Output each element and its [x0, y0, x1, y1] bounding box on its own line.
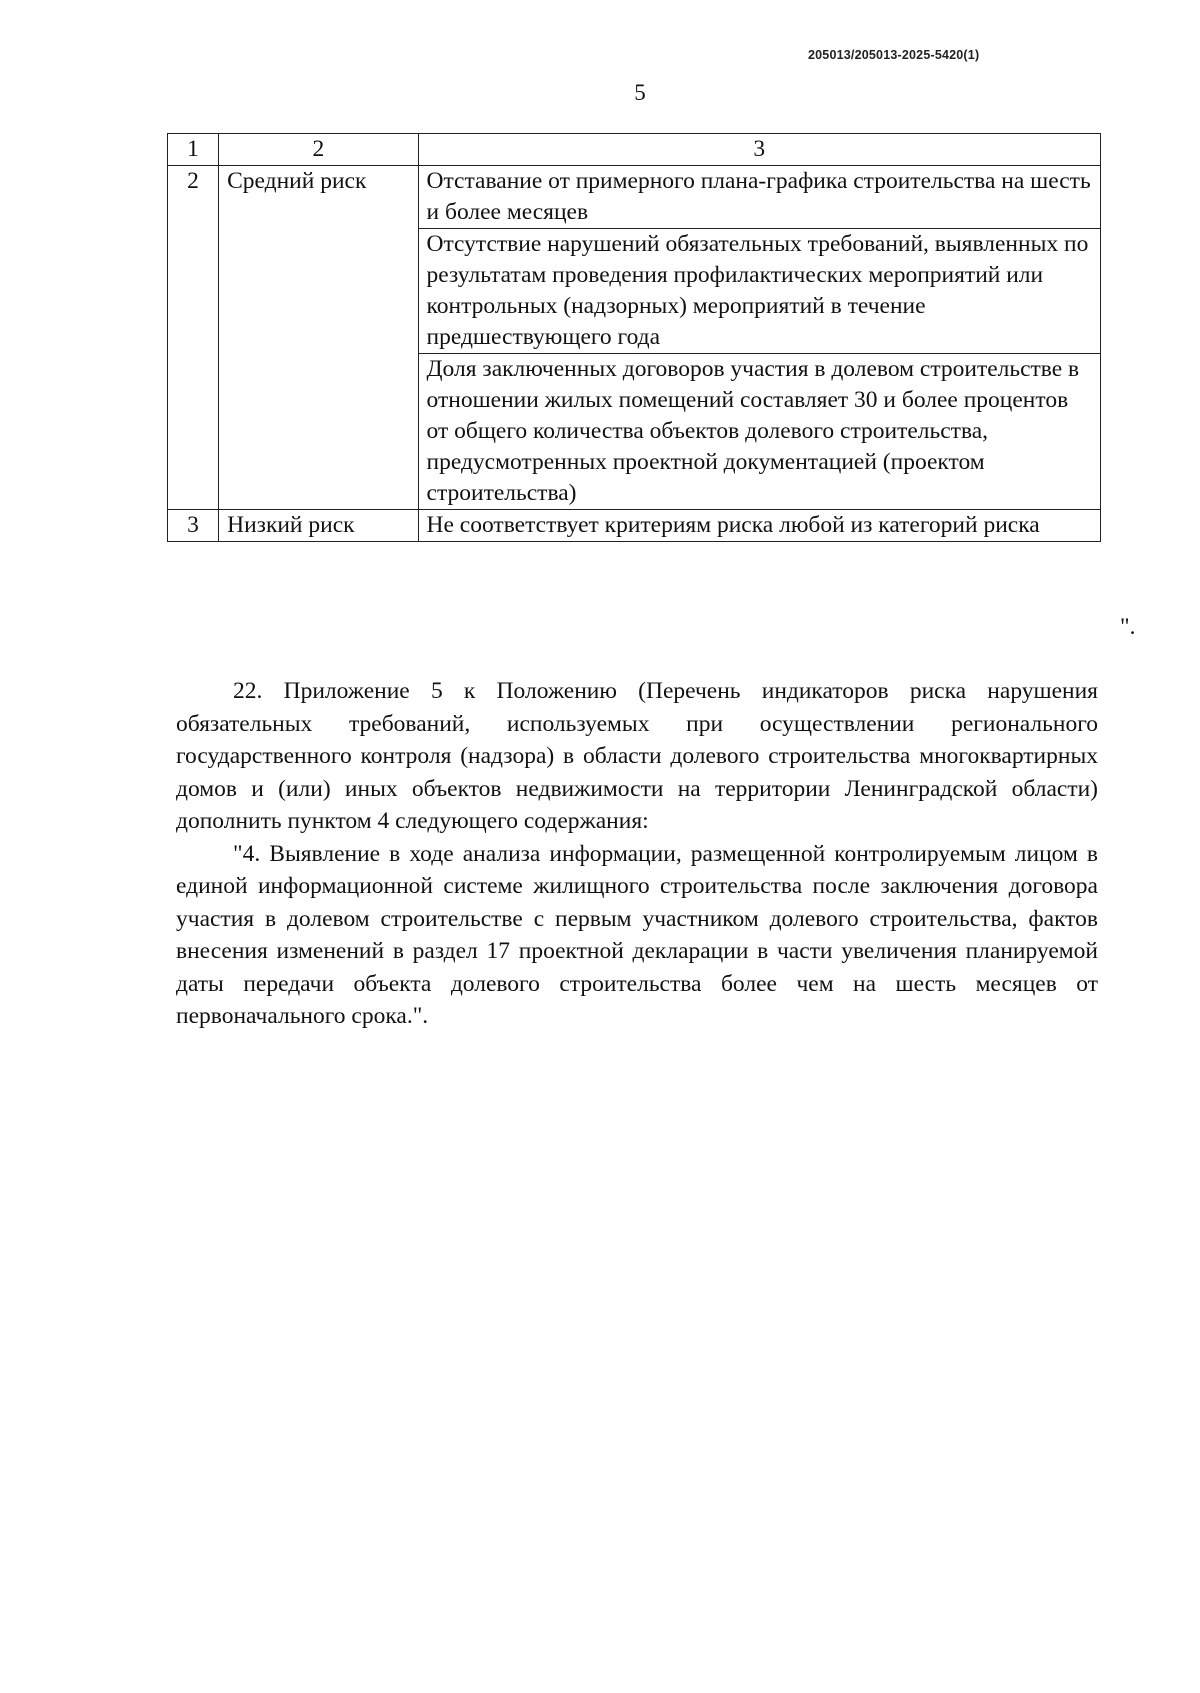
column-number-2: 2 — [219, 134, 418, 166]
risk-category: Низкий риск — [219, 510, 418, 542]
column-number-1: 1 — [168, 134, 219, 166]
risk-criterion: Не соответствует критериям риска любой из категорий риска — [418, 510, 1100, 542]
risk-criterion: Отставание от примерного плана-графика строительства на шесть и более месяцев — [418, 166, 1100, 229]
paragraph-22: 22. Приложение 5 к Положению (Перечень индикаторов риска нарушения обязательных требований, используемых при осуществлении регионального государственного контроля (надзора) в области долевого строительства многоквартирных домов и (или) иных объектов недвижимости на территории Ленинградской области) дополнить пунктом 4 следующего содержания: — [176, 678, 1098, 834]
risk-group-number: 2 — [168, 166, 219, 510]
risk-criteria-table — [167, 133, 1101, 542]
risk-criterion: Доля заключенных договоров участия в долевом строительстве в отношении жилых помещений составляет 30 и более процентов от общего количества объектов долевого строительства, предусмотренных проектной документацией (проектом строительства) — [418, 354, 1100, 510]
amendment-text — [176, 675, 1098, 1033]
table-closing-quote: ". — [1120, 614, 1136, 640]
document-id: 205013/205013-2025-5420(1) — [808, 48, 980, 62]
risk-group-number: 3 — [168, 510, 219, 542]
risk-category: Средний риск — [219, 166, 418, 510]
paragraph-item-4: "4. Выявление в ходе анализа информации, размещенной контролируемым лицом в единой информационной системе жилищного строительства после заключения договора участия в долевом строительстве с первым участником долевого строительства, фактов внесения изменений в раздел 17 проектной декларации в части увеличения планируемой даты передачи объекта долевого строительства более чем на шесть месяцев от первоначального срока.". — [176, 840, 1098, 1029]
table-row — [168, 166, 1101, 229]
table-row — [168, 510, 1101, 542]
table-header-row — [168, 134, 1101, 166]
page-number: 5 — [634, 80, 646, 105]
column-number-3: 3 — [418, 134, 1100, 166]
risk-criterion: Отсутствие нарушений обязательных требований, выявленных по результатам проведения профилактических мероприятий или контрольных (надзорных) мероприятий в течение предшествующего года — [418, 229, 1100, 354]
